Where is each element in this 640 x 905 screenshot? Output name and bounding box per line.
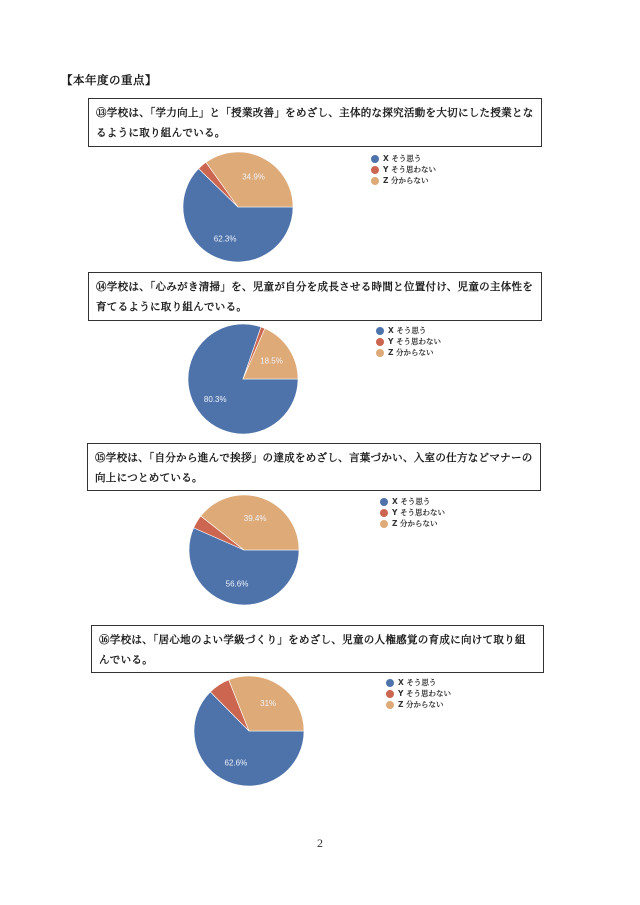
chart-legend	[386, 677, 451, 710]
legend-dot-x	[380, 498, 388, 506]
legend-dot-y	[386, 690, 394, 698]
pie-label-z: 18.5%	[260, 356, 283, 366]
question-box-13	[88, 98, 542, 147]
page-number: 2	[317, 836, 323, 850]
pie-chart-16	[194, 676, 304, 786]
legend-item-x: X そう思う	[371, 153, 436, 164]
section-heading: 【本年度の重点】	[61, 73, 157, 87]
legend-item-y: Y そう思わない	[371, 164, 436, 175]
legend-item-y: Y そう思わない	[386, 688, 451, 699]
pie-label-z: 39.4%	[243, 513, 267, 523]
question-box-16	[91, 625, 544, 673]
chart-legend	[376, 325, 441, 358]
legend-item-x: X そう思う	[376, 325, 441, 336]
legend-item-x: X そう思う	[386, 677, 451, 688]
pie-label-z: 34.9%	[242, 172, 265, 182]
legend-item-y: Y そう思わない	[376, 336, 441, 347]
legend-dot-z	[380, 520, 388, 528]
legend-item-z: Z 分からない	[371, 175, 436, 186]
legend-dot-z	[371, 177, 379, 185]
question-text: ⑭学校は、「心みがき清掃」を、児童が自分を成長させる時間と位置付け、児童の主体性を育てるように取り組んでいる。	[96, 281, 534, 313]
legend-dot-x	[376, 327, 384, 335]
pie-label-z: 31%	[260, 698, 277, 708]
chart-legend	[380, 496, 445, 529]
pie-label-x: 56.6%	[225, 579, 249, 589]
pie-label-x: 62.3%	[213, 234, 237, 244]
chart-legend	[371, 153, 436, 186]
legend-dot-x	[371, 155, 379, 163]
legend-dot-y	[380, 509, 388, 517]
question-text: ⑮学校は、「自分から進んで挨拶」の達成をめざし、言葉づかい、入室の仕方などマナーの向上につとめている。	[95, 452, 533, 484]
legend-dot-y	[376, 338, 384, 346]
question-box-14	[88, 272, 542, 321]
pie-chart-14	[188, 324, 298, 434]
pie-label-x: 80.3%	[203, 394, 227, 404]
legend-item-x: X そう思う	[380, 496, 445, 507]
pie-chart-13	[183, 152, 293, 262]
pie-chart-15	[189, 495, 299, 605]
legend-dot-x	[386, 679, 394, 687]
legend-item-z: Z 分からない	[376, 347, 441, 358]
question-text: ⑬学校は、「学力向上」と「授業改善」をめざし、主体的な探究活動を大切にした授業となるように取り組んでいる。	[96, 107, 534, 139]
question-text: ⑯学校は、「居心地のよい学級づくり」をめざし、児童の人権感覚の育成に向けて取り組んでいる。	[99, 634, 526, 666]
pie-label-x: 62.6%	[224, 758, 248, 768]
legend-item-y: Y そう思わない	[380, 507, 445, 518]
legend-item-z: Z 分からない	[380, 518, 445, 529]
legend-dot-z	[376, 349, 384, 357]
question-box-15	[87, 443, 541, 491]
legend-dot-y	[371, 166, 379, 174]
legend-dot-z	[386, 701, 394, 709]
legend-item-z: Z 分からない	[386, 699, 451, 710]
